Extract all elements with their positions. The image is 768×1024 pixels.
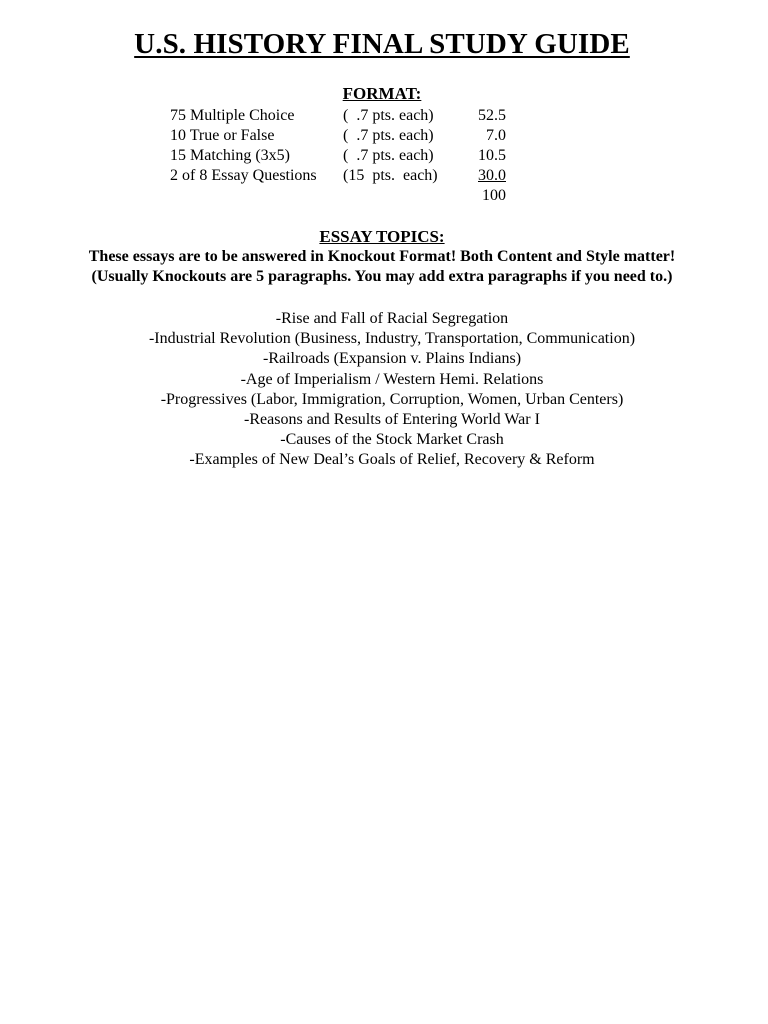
instruction-line: These essays are to be answered in Knockout Format! Both Content and Style matter! (88, 248, 676, 265)
format-points: 10.5 (478, 147, 506, 164)
format-item: 2 of 8 Essay Questions (170, 167, 317, 184)
format-total-row (170, 186, 506, 206)
essay-topic: -Railroads (Expansion v. Plains Indians) (262, 350, 522, 368)
format-total: 100 (482, 187, 506, 204)
format-points: 30.0 (478, 167, 506, 184)
format-heading: FORMAT: (342, 84, 422, 103)
essay-topic: -Examples of New Deal’s Goals of Relief, Recovery & Reform (189, 451, 595, 469)
format-item: 10 True or False (170, 127, 275, 144)
essay-topic: -Industrial Revolution (Business, Industry, Transportation, Communication) (148, 330, 636, 348)
format-rate: ( .7 pts. each) (343, 107, 434, 124)
format-rate: ( .7 pts. each) (343, 147, 434, 164)
page-title: U.S. HISTORY FINAL STUDY GUIDE (134, 28, 630, 60)
format-rate: ( .7 pts. each) (343, 127, 434, 144)
format-row (170, 106, 506, 126)
essay-topic: -Rise and Fall of Racial Segregation (275, 310, 509, 327)
essay-instructions (0, 247, 764, 287)
essay-topic: -Age of Imperialism / Western Hemi. Relations (240, 370, 544, 388)
format-row (170, 146, 506, 166)
format-row (170, 126, 506, 146)
format-rate: (15 pts. each) (343, 167, 438, 184)
essay-topic: -Reasons and Results of Entering World War I (244, 411, 540, 429)
format-points: 52.5 (478, 107, 506, 124)
essay-topics-heading: ESSAY TOPICS: (319, 227, 445, 246)
format-row (170, 166, 506, 186)
instruction-line: (Usually Knockouts are 5 paragraphs. You may add extra paragraphs if you need to.) (91, 268, 673, 285)
format-item: 75 Multiple Choice (170, 107, 295, 124)
essay-topic-list (0, 309, 768, 471)
format-item: 15 Matching (3x5) (170, 147, 290, 164)
format-table (170, 106, 506, 206)
essay-topic: -Causes of the Stock Market Crash (280, 431, 504, 449)
format-points: 7.0 (486, 127, 506, 144)
essay-topic: -Progressives (Labor, Immigration, Corruption, Women, Urban Centers) (160, 390, 624, 408)
